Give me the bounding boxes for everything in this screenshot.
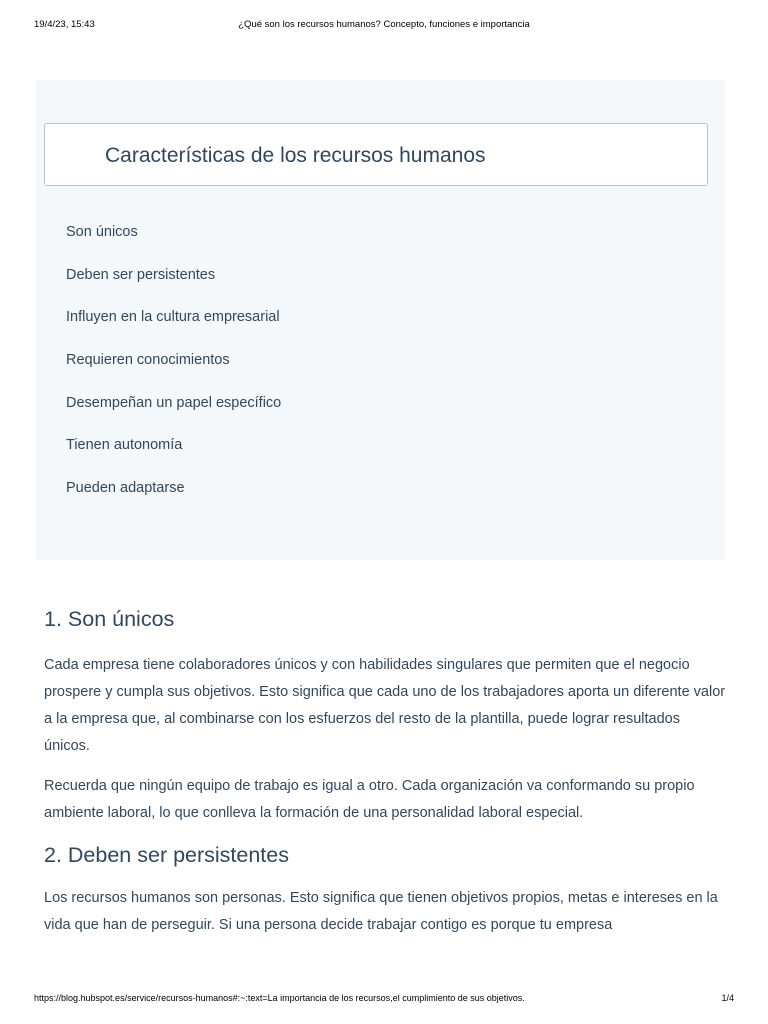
- toc-item: [66, 309, 281, 352]
- toc-item: [66, 480, 281, 523]
- toc-link-papel-especifico[interactable]: Desempeñan un papel específico: [66, 394, 282, 411]
- section-heading-deben-ser-persistentes: 2. Deben ser persistentes: [44, 843, 289, 867]
- toc-link-influyen-cultura[interactable]: Influyen en la cultura empresarial: [66, 309, 280, 326]
- print-url: https://blog.hubspot.es/service/recursos-humanos#:~:text=La importancia de los recursos,el cumplimiento de sus objetivos.: [34, 993, 525, 1003]
- toc-heading: Características de los recursos humanos: [105, 144, 486, 167]
- page-number: 1/4: [721, 993, 734, 1003]
- print-footer: [34, 993, 734, 1007]
- print-header: [34, 19, 734, 33]
- toc-item: [66, 224, 281, 267]
- toc-link-deben-ser-persistentes[interactable]: Deben ser persistentes: [66, 266, 216, 283]
- section-heading-son-unicos: 1. Son únicos: [44, 607, 175, 631]
- toc-link-requieren-conocimientos[interactable]: Requieren conocimientos: [66, 352, 230, 369]
- toc-link-son-unicos[interactable]: Son únicos: [66, 224, 138, 240]
- toc-item: [66, 352, 281, 395]
- article-body: [44, 604, 729, 939]
- toc-item: [66, 267, 281, 310]
- toc-link-pueden-adaptarse[interactable]: Pueden adaptarse: [66, 480, 185, 497]
- print-document-title: ¿Qué son los recursos humanos? Concepto, funciones e importancia: [238, 19, 530, 30]
- toc-heading-box: [44, 123, 708, 186]
- paragraph: Recuerda que ningún equipo de trabajo es igual a otro. Cada organización va conformando su propio ambiente laboral, lo que conlleva la formación de una personalidad laboral especial.: [44, 778, 695, 821]
- toc-item: [66, 437, 281, 480]
- paragraph: Los recursos humanos son personas. Esto significa que tienen objetivos propios, metas e intereses en la vida que han de perseguir. Si una persona decide trabajar contigo es porque tu empresa: [44, 890, 718, 933]
- toc-link-autonomia[interactable]: Tienen autonomía: [66, 437, 183, 454]
- print-date: 19/4/23, 15:43: [34, 19, 95, 30]
- toc-list: [66, 224, 281, 523]
- table-of-contents: [36, 80, 725, 560]
- toc-item: [66, 395, 281, 438]
- paragraph: Cada empresa tiene colaboradores únicos y con habilidades singulares que permiten que el negocio prospere y cumpla sus objetivos. Esto significa que cada uno de los trabajadores aporta un diferente valor a la empresa que, al combinarse con los esfuerzos del resto de la plantilla, puede lograr resultados únicos.: [44, 657, 726, 754]
